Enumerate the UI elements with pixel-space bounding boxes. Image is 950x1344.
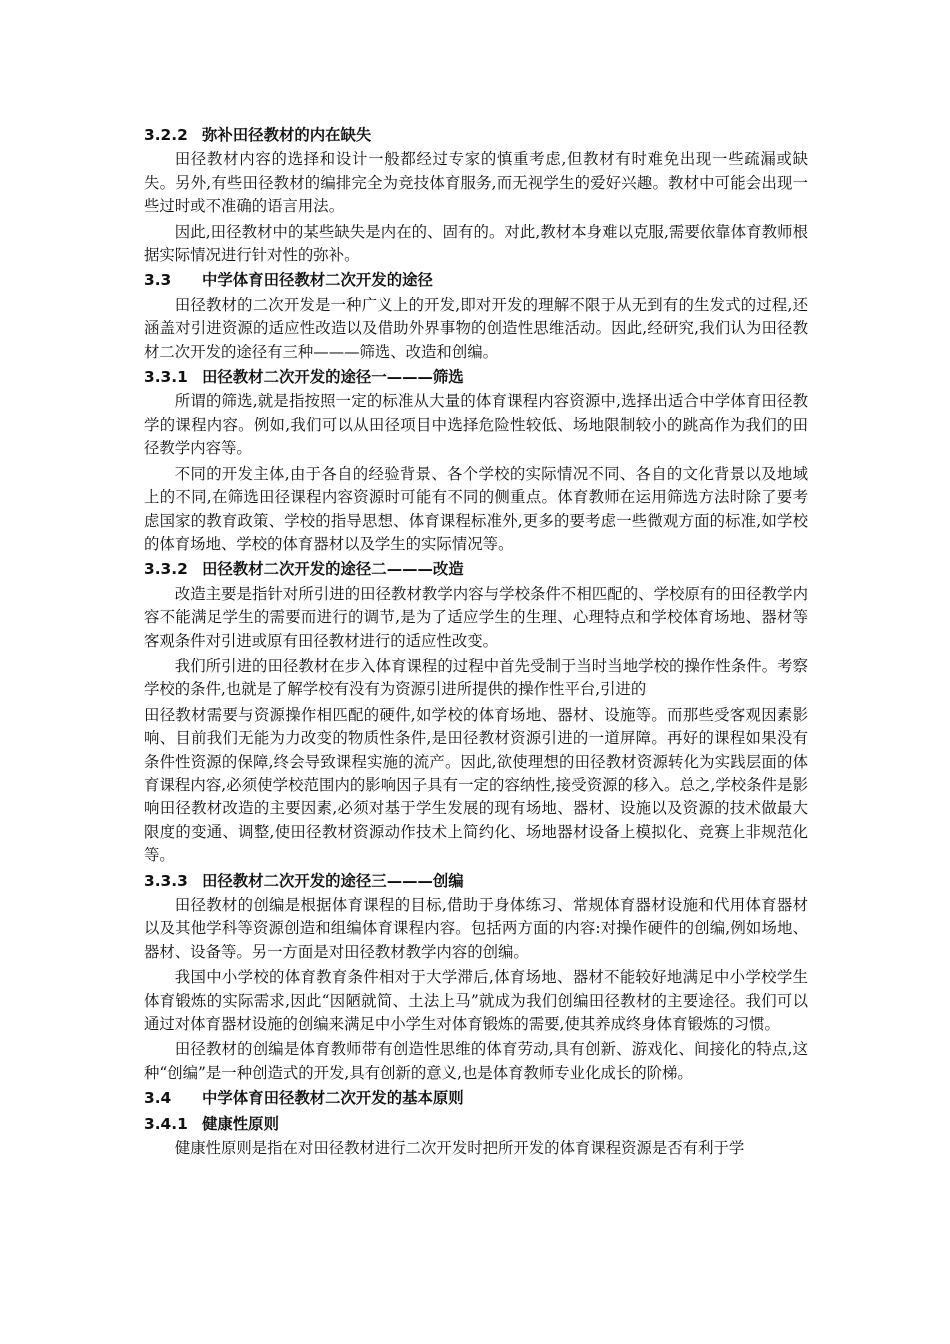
section-heading — [144, 870, 808, 893]
section-title: 中学体育田径教材二次开发的基本原则 — [202, 1089, 464, 1108]
section-heading — [144, 558, 808, 581]
section-heading — [144, 124, 808, 147]
section-title: 田径教材二次开发的途径二———改造 — [202, 560, 464, 579]
paragraph: 田径教材内容的选择和设计一般都经过专家的慎重考虑,但教材有时难免出现一些疏漏或缺失。另外,有些田径教材的编排完全为竞技体育服务,而无视学生的爱好兴趣。教材中可能会出现一些过时或不准确的语言用法。 — [144, 150, 808, 216]
section-heading — [144, 1087, 808, 1110]
section-heading — [144, 1113, 808, 1136]
section-heading — [144, 366, 808, 389]
paragraph: 因此,田径教材中的某些缺失是内在的、固有的。对此,教材本身难以克服,需要依靠体育教师根据实际情况进行针对性的弥补。 — [144, 222, 808, 265]
section-title: 田径教材二次开发的途径一———筛选 — [202, 368, 464, 387]
paragraph: 不同的开发主体,由于各自的经验背景、各个学校的实际情况不同、各自的文化背景以及地域上的不同,在筛选田径课程内容资源时可能有不同的侧重点。体育教师在运用筛选方法时除了要考虑国家的教育政策、学校的指导思想、体育课程标准外,更多的要考虑一些微观方面的标准,如学校的体育场地、学校的体育器材以及学生的实际情况等。 — [144, 464, 808, 553]
paragraph: 田径教材的创编是体育教师带有创造性思维的体育劳动,具有创新、游戏化、间接化的特点,这种“创编”是一种创造式的开发,具有创新的意义,也是体育教师专业化成长的阶梯。 — [144, 1040, 808, 1082]
section-number: 3.3.3 — [144, 871, 188, 890]
section-number: 3.4 — [144, 1089, 172, 1108]
section-title: 弥补田径教材的内在缺失 — [202, 126, 372, 144]
document-page — [144, 122, 808, 1162]
paragraph: 我国中小学校的体育教育条件相对于大学滞后,体育场地、器材不能较好地满足中小学校学生体育锻炼的实际需求,因此“因陋就简、土法上马”就成为我们创编田径教材的主要途径。我们可以通过对体育器材设施的创编来满足中小学生对体育锻炼的需要,使其养成终身体育锻炼的习惯。 — [144, 968, 808, 1034]
paragraph: 田径教材的二次开发是一种广义上的开发,即对开发的理解不限于从无到有的生发式的过程,还涵盖对引进资源的适应性改造以及借助外界事物的创造性思维活动。因此,经研究,我们认为田径教材二次开发的途径有三种———筛选、改造和创编。 — [144, 295, 808, 361]
section-number: 3.3.1 — [144, 368, 188, 387]
section-heading — [144, 269, 808, 292]
section-number: 3.4.1 — [144, 1114, 188, 1133]
paragraph-continued: 田径教材需要与资源操作相匹配的硬件,如学校的体育场地、器材、设施等。而那些受客观因素影响、目前我们无能为力改变的物质性条件,是田径教材资源引进的一道屏障。再好的课程如果没有条件性资源的保障,终会导致课程实施的流产。因此,欲使理想的田径教材资源转化为实践层面的体育课程内容,必须使学校范围内的影响因子具有一定的容纳性,接受资源的移入。总之,学校条件是影响田径教材改造的主要因素,必须对基于学生发展的现有场地、器材、设施以及资源的技术做最大限度的变通、调整,使田径教材资源动作技术上简约化、场地器材设备上模拟化、竞赛上非规范化等。 — [144, 705, 808, 865]
paragraph: 健康性原则是指在对田径教材进行二次开发时把所开发的体育课程资源是否有利于学 — [174, 1139, 745, 1158]
section-title: 田径教材二次开发的途径三———创编 — [202, 871, 464, 890]
paragraph: 改造主要是指针对所引进的田径教材教学内容与学校条件不相匹配的、学校原有的田径教学内容不能满足学生的需要而进行的调节,是为了适应学生的生理、心理特点和学校体育场地、器材等客观条件对引进或原有田径教材进行的适应性改变。 — [144, 584, 808, 650]
section-title: 中学体育田径教材二次开发的途径 — [202, 271, 433, 290]
section-number: 3.2.2 — [144, 126, 188, 144]
section-number: 3.3 — [144, 271, 172, 290]
section-title: 健康性原则 — [202, 1114, 279, 1133]
paragraph: 田径教材的创编是根据体育课程的目标,借助于身体练习、常规体育器材设施和代用体育器材以及其他学科等资源创造和组编体育课程内容。包括两方面的内容:对操作硬件的创编,例如场地、器材、设备等。另一方面是对田径教材教学内容的创编。 — [144, 896, 808, 961]
paragraph: 我们所引进的田径教材在步入体育课程的过程中首先受制于当时当地学校的操作性条件。考察学校的条件,也就是了解学校有没有为资源引进所提供的操作性平台,引进的 — [144, 656, 808, 699]
paragraph: 所谓的筛选,就是指按照一定的标准从大量的体育课程内容资源中,选择出适合中学体育田径教学的课程内容。例如,我们可以从田径项目中选择危险性较低、场地限制较小的跳高作为我们的田径教学内容等。 — [144, 392, 808, 458]
section-number: 3.3.2 — [144, 560, 188, 579]
